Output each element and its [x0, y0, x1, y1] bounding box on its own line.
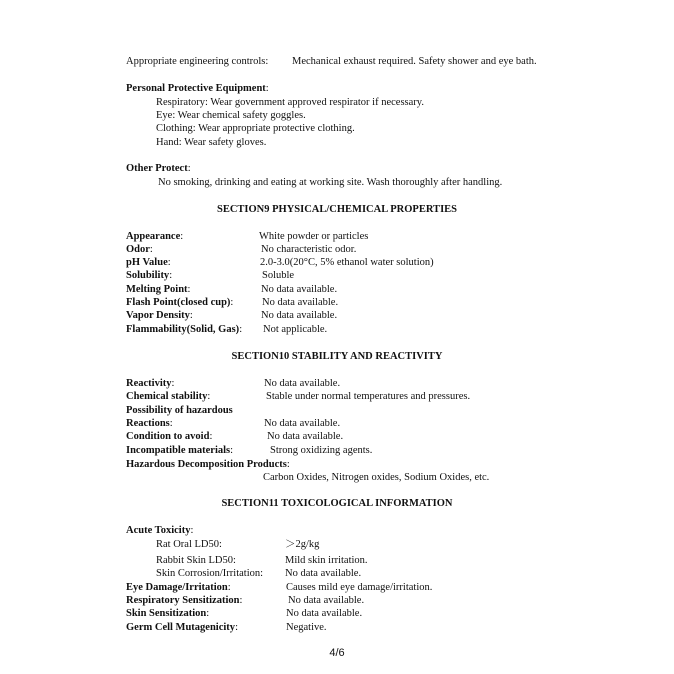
s11-value-eye-damage: Causes mild eye damage/irritation. [286, 582, 433, 593]
engineering-controls-label: Appropriate engineering controls: [126, 56, 269, 67]
s10-value-decomposition: Carbon Oxides, Nitrogen oxides, Sodium Oxides, etc. [263, 472, 490, 483]
s9-value-solubility: Soluble [262, 270, 295, 281]
s11-label-respiratory: Respiratory Sensitization: [126, 595, 243, 606]
s11-value-germ-cell: Negative. [286, 622, 327, 633]
s11-label-germ-cell: Germ Cell Mutagenicity: [126, 622, 238, 633]
s9-label-flash-point: Flash Point(closed cup): [126, 297, 234, 308]
s9-value-melting-point: No data available. [261, 284, 338, 295]
s11-value-skin-sensitization: No data available. [286, 608, 363, 619]
s9-value-odor: No characteristic odor. [261, 244, 357, 255]
s10-label-reactivity: Reactivity: [126, 378, 175, 389]
s11-label-rabbit-skin: Rabbit Skin LD50: [156, 555, 236, 566]
s11-label-skin-corrosion: Skin Corrosion/Irritation: [156, 568, 264, 579]
s9-value-appearance: White powder or particles [259, 231, 369, 242]
s10-label-incompatible: Incompatible materials: [126, 445, 234, 456]
ppe-item-hand: Hand: Wear safety gloves. [156, 137, 267, 148]
s10-value-condition: No data available. [267, 431, 344, 442]
ppe-colon: : [265, 83, 269, 94]
s11-value-rat-oral: ＞2g/kg [285, 539, 320, 550]
other-protect-colon: : [187, 163, 191, 174]
s9-value-flash-point: No data available. [262, 297, 339, 308]
s9-label-flammability: Flammability(Solid, Gas): [126, 324, 243, 335]
s10-value-reactions: No data available. [264, 418, 341, 429]
s11-value-skin-corrosion: No data available. [285, 568, 362, 579]
ppe-item-clothing: Clothing: Wear appropriate protective clothing. [156, 123, 355, 134]
s11-label-eye-damage: Eye Damage/Irritation: [126, 582, 231, 593]
s9-label-vapor-density: Vapor Density: [126, 310, 193, 321]
s9-label-odor: Odor: [126, 244, 153, 255]
ppe-heading [126, 82, 269, 95]
s10-label-condition: Condition to avoid: [126, 431, 213, 442]
s9-value-flammability: Not applicable. [263, 324, 328, 335]
s9-value-ph: 2.0-3.0(20°C, 5% ethanol water solution) [260, 257, 434, 268]
ppe-title: Personal Protective Equipment [126, 83, 266, 94]
other-protect-text: No smoking, drinking and eating at working site. Wash thoroughly after handling. [158, 177, 503, 188]
engineering-controls-value: Mechanical exhaust required. Safety shower and eye bath. [292, 56, 537, 67]
section10-title: SECTION10 STABILITY AND REACTIVITY [231, 351, 443, 362]
s10-label-possibility: Possibility of hazardous [126, 405, 233, 416]
s9-label-ph: pH Value: [126, 257, 171, 268]
s10-label-reactions: Reactions: [126, 418, 173, 429]
s10-value-reactivity: No data available. [264, 378, 341, 389]
other-protect-heading [126, 162, 191, 175]
section11-title: SECTION11 TOXICOLOGICAL INFORMATION [221, 498, 453, 509]
s9-label-melting-point: Melting Point: [126, 284, 191, 295]
s9-value-vapor-density: No data available. [261, 310, 338, 321]
ppe-item-eye: Eye: Wear chemical safety goggles. [156, 110, 306, 121]
s10-label-decomposition: Hazardous Decomposition Products: [126, 459, 290, 470]
s10-value-chemical-stability: Stable under normal temperatures and pressures. [266, 391, 471, 402]
s10-label-chemical-stability: Chemical stability: [126, 391, 211, 402]
s10-value-incompatible: Strong oxidizing agents. [270, 445, 373, 456]
section9-title: SECTION9 PHYSICAL/CHEMICAL PROPERTIES [216, 204, 457, 215]
s11-label-skin-sensitization: Skin Sensitization: [126, 608, 210, 619]
ppe-item-respiratory: Respiratory: Wear government approved respirator if necessary. [156, 97, 424, 108]
s9-label-solubility: Solubility: [126, 270, 173, 281]
other-protect-title: Other Protect [126, 163, 188, 174]
s11-label-rat-oral: Rat Oral LD50: [156, 539, 222, 550]
s11-value-respiratory: No data available. [288, 595, 365, 606]
s9-label-appearance: Appearance: [126, 231, 184, 242]
s11-label-acute-toxicity: Acute Toxicity: [126, 525, 194, 536]
s11-value-rabbit-skin: Mild skin irritation. [285, 555, 368, 566]
page-number: 4/6 [329, 647, 345, 659]
